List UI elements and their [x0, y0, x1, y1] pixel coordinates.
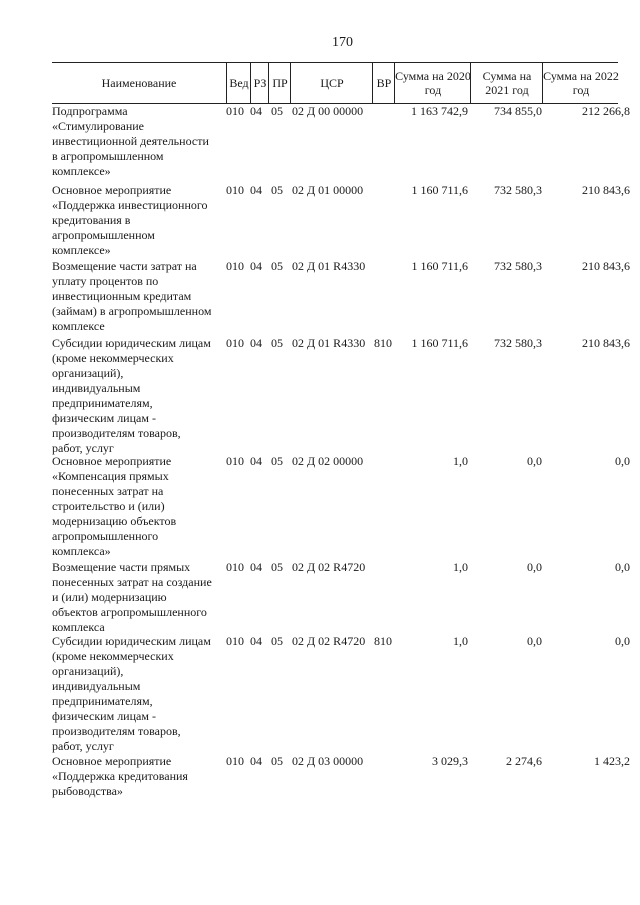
- row-pr: 05: [271, 104, 283, 118]
- row-sum-2022: 210 843,6: [582, 259, 630, 273]
- row-name: Субсидии юридическим лицам (кроме некоммерческих организаций), индивидуальным предпринимателям, физическим лицам - производителям товаров, работ, услуг: [52, 336, 211, 455]
- header-sum-2022: Сумма на 2022 год: [542, 63, 619, 103]
- page-number: 170: [332, 35, 353, 50]
- header-vr: ВР: [372, 63, 395, 103]
- row-sum-2021: 0,0: [527, 454, 542, 468]
- row-sum-2022: 212 266,8: [582, 104, 630, 118]
- row-rz: 04: [250, 634, 262, 648]
- row-name: Субсидии юридическим лицам (кроме некоммерческих организаций), индивидуальным предпринимателям, физическим лицам - производителям товаров, работ, услуг: [52, 634, 211, 753]
- row-pr: 05: [271, 634, 283, 648]
- row-ved: 010: [226, 454, 244, 468]
- table-header: [52, 62, 618, 104]
- row-rz: 04: [250, 454, 262, 468]
- header-name: Наименование: [101, 76, 177, 90]
- row-csr: 02 Д 02 00000: [292, 454, 364, 468]
- row-sum-2020: 1 160 711,6: [411, 259, 468, 273]
- row-sum-2022: 1 423,2: [594, 754, 630, 768]
- row-csr: 02 Д 01 R4330: [292, 259, 366, 273]
- row-csr: 02 Д 02 R4720: [292, 634, 366, 648]
- header-sum-2020: Сумма на 2020 год: [394, 63, 471, 103]
- row-sum-2020: 1 160 711,6: [411, 183, 468, 197]
- row-rz: 04: [250, 104, 262, 118]
- row-name: Основное мероприятие «Поддержка инвестиционного кредитования в агропромышленном комплексе»: [52, 183, 208, 257]
- row-sum-2021: 732 580,3: [494, 183, 542, 197]
- row-ved: 010: [226, 336, 244, 350]
- row-sum-2021: 732 580,3: [494, 336, 542, 350]
- row-name: Основное мероприятие «Поддержка кредитования рыбоводства»: [52, 754, 188, 798]
- row-sum-2020: 1 163 742,9: [411, 104, 468, 118]
- row-ved: 010: [226, 560, 244, 574]
- row-vr: 810: [374, 634, 392, 648]
- row-name: Возмещение части затрат на уплату процентов по инвестиционным кредитам (займам) в агропромышленном комплексе: [52, 259, 212, 333]
- row-pr: 05: [271, 259, 283, 273]
- row-sum-2021: 0,0: [527, 634, 542, 648]
- row-ved: 010: [226, 183, 244, 197]
- row-csr: 02 Д 00 00000: [292, 104, 364, 118]
- row-pr: 05: [271, 183, 283, 197]
- row-csr: 02 Д 02 R4720: [292, 560, 366, 574]
- header-pr: ПР: [268, 63, 291, 103]
- row-ved: 010: [226, 259, 244, 273]
- row-csr: 02 Д 01 00000: [292, 183, 364, 197]
- row-csr: 02 Д 03 00000: [292, 754, 364, 768]
- row-pr: 05: [271, 336, 283, 350]
- row-sum-2020: 1 160 711,6: [411, 336, 468, 350]
- row-pr: 05: [271, 754, 283, 768]
- row-rz: 04: [250, 259, 262, 273]
- row-sum-2021: 734 855,0: [494, 104, 542, 118]
- row-rz: 04: [250, 336, 262, 350]
- row-sum-2021: 2 274,6: [506, 754, 542, 768]
- row-sum-2021: 0,0: [527, 560, 542, 574]
- row-ved: 010: [226, 634, 244, 648]
- row-sum-2020: 1,0: [453, 454, 468, 468]
- row-sum-2022: 210 843,6: [582, 336, 630, 350]
- row-name: Подпрограмма «Стимулирование инвестиционной деятельности в агропромышленном комплексе»: [52, 104, 209, 178]
- row-sum-2020: 3 029,3: [432, 754, 468, 768]
- row-sum-2022: 0,0: [615, 454, 630, 468]
- row-csr: 02 Д 01 R4330: [292, 336, 366, 350]
- row-vr: 810: [374, 336, 392, 350]
- header-csr: ЦСР: [290, 63, 373, 103]
- row-rz: 04: [250, 183, 262, 197]
- header-rz: РЗ: [250, 63, 269, 103]
- row-name: Возмещение части прямых понесенных затрат на создание и (или) модернизацию объектов агропромышленного комплекса: [52, 560, 212, 634]
- row-sum-2020: 1,0: [453, 634, 468, 648]
- row-sum-2020: 1,0: [453, 560, 468, 574]
- row-rz: 04: [250, 560, 262, 574]
- header-ved: Вед: [226, 63, 251, 103]
- row-sum-2022: 0,0: [615, 560, 630, 574]
- row-pr: 05: [271, 560, 283, 574]
- row-ved: 010: [226, 104, 244, 118]
- row-pr: 05: [271, 454, 283, 468]
- row-ved: 010: [226, 754, 244, 768]
- row-sum-2022: 0,0: [615, 634, 630, 648]
- row-sum-2021: 732 580,3: [494, 259, 542, 273]
- header-sum-2021: Сумма на 2021 год: [470, 63, 543, 103]
- row-sum-2022: 210 843,6: [582, 183, 630, 197]
- row-rz: 04: [250, 754, 262, 768]
- row-name: Основное мероприятие «Компенсация прямых понесенных затрат на строительство и (или) модернизацию объектов агропромышленного комплекса»: [52, 454, 177, 558]
